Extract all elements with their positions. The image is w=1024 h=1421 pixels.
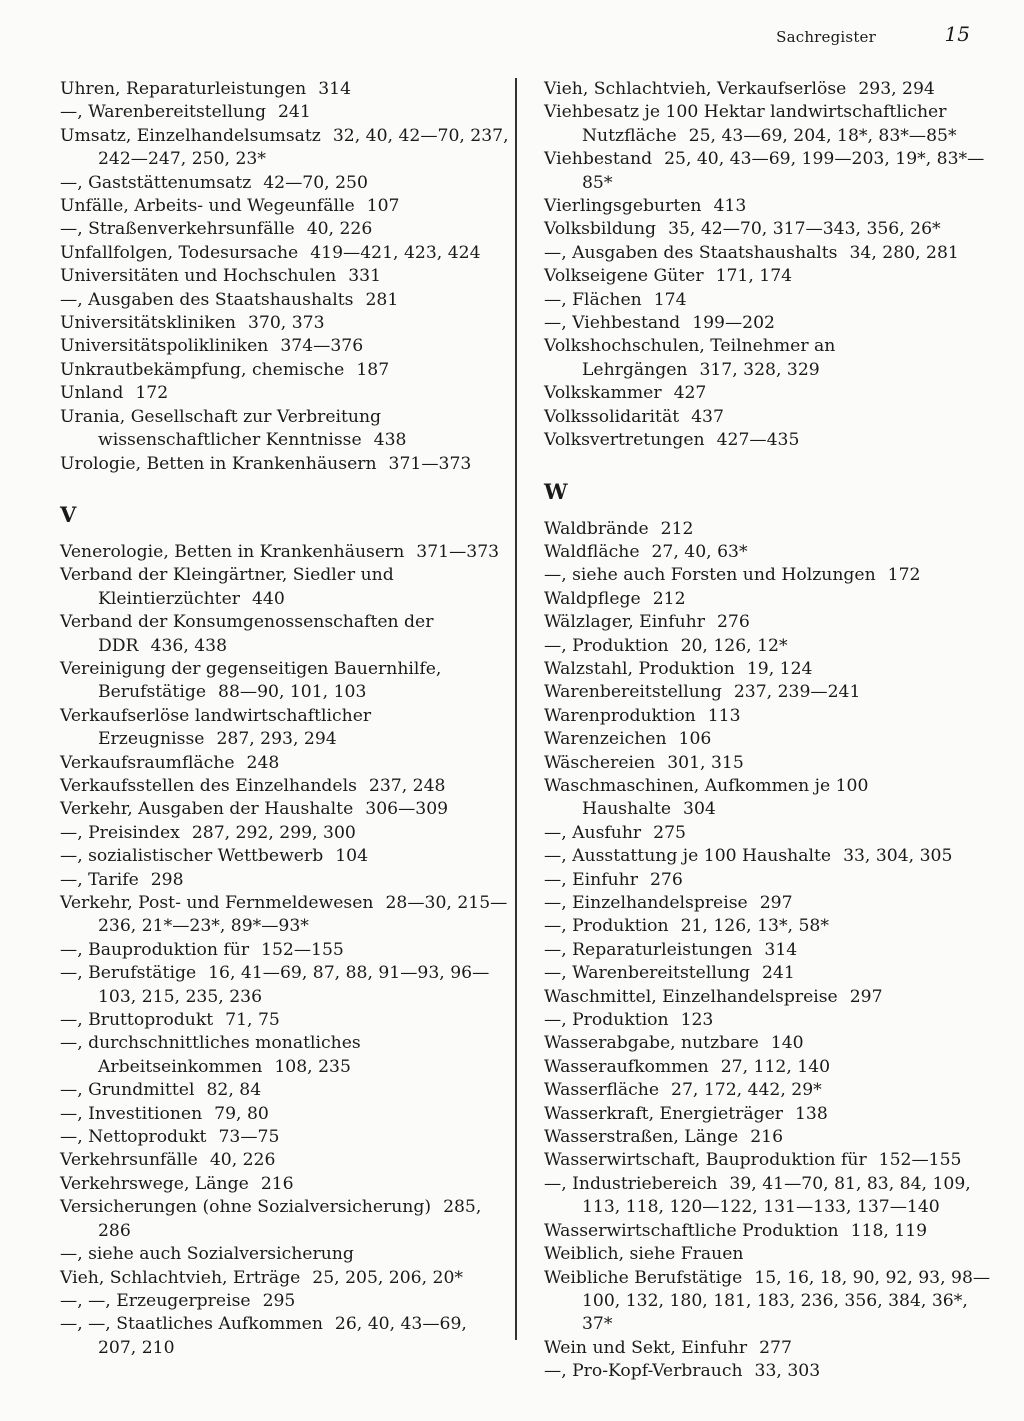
index-page-refs: 106 (678, 729, 712, 750)
index-entry (544, 1220, 994, 1243)
index-entry (60, 406, 510, 453)
index-entry (544, 681, 994, 704)
index-page-refs: 40, 226 (306, 219, 373, 240)
index-entry (60, 752, 510, 775)
index-term: —, Bauproduktion für (60, 939, 250, 960)
page-number: 15 (944, 22, 970, 46)
index-entry (544, 335, 994, 382)
index-page-refs: 88—90, 101, 103 (218, 682, 367, 703)
index-term: Wasserfläche (544, 1080, 660, 1101)
index-entry (60, 962, 510, 1009)
index-term: Wasserabgabe, nutzbare (544, 1033, 759, 1054)
index-entry (544, 1079, 994, 1102)
index-page-refs: 20, 126, 12* (680, 635, 788, 656)
index-page-refs: 331 (348, 266, 382, 287)
index-entry (60, 869, 510, 892)
index-term: —, Ausstattung je 100 Haushalte (544, 846, 832, 867)
index-page-refs: 26, 40, 43—69, 207, 210 (98, 1314, 467, 1358)
index-page-refs: 16, 41—69, 87, 88, 91—93, 96—103, 215, 235, 236 (98, 963, 490, 1007)
index-entry (60, 172, 510, 195)
index-page-refs: 371—373 (388, 453, 472, 474)
index-term: —, Reparaturleistungen (544, 939, 753, 960)
index-term: Warenbereitstellung (544, 682, 722, 703)
index-page-refs: 138 (794, 1103, 828, 1124)
index-entry (544, 429, 994, 452)
index-page-refs: 295 (262, 1290, 296, 1311)
index-entry (544, 1009, 994, 1032)
index-term: Wasserstraßen, Länge (544, 1127, 739, 1148)
index-term: —, Industriebereich (544, 1173, 718, 1194)
index-page-refs: 216 (750, 1127, 784, 1148)
index-term: Urologie, Betten in Krankenhäusern (60, 453, 377, 474)
index-term: Volkshochschulen, Teilnehmer an Lehrgängen (544, 336, 836, 380)
index-page-refs: 33, 304, 305 (843, 846, 953, 867)
index-term: —, Preisindex (60, 822, 180, 843)
index-term: Warenzeichen (544, 729, 667, 750)
index-term: Viehbestand (544, 149, 653, 170)
index-term: Waschmittel, Einzelhandelspreise (544, 986, 838, 1007)
index-page-refs: 118, 119 (850, 1220, 928, 1241)
index-page-refs: 104 (335, 846, 369, 867)
index-entry (60, 1149, 510, 1172)
index-page-refs: 298 (150, 869, 184, 890)
index-term: Volksvertretungen (544, 430, 705, 451)
index-entry (544, 312, 994, 335)
index-page-refs: 113 (707, 705, 741, 726)
index-page-refs: 25, 43—69, 204, 18*, 83*—85* (688, 125, 957, 146)
index-term: Verband der Kleingärtner, Siedler und Kleintierzüchter (60, 565, 394, 609)
index-entry (60, 892, 510, 939)
index-term: Unfallfolgen, Todesursache (60, 242, 299, 263)
index-term: —, Produktion (544, 1010, 669, 1031)
index-entry (60, 101, 510, 124)
index-term: —, Produktion (544, 635, 669, 656)
index-term: Wasserwirtschaftliche Produktion (544, 1220, 839, 1241)
index-term: Vieh, Schlachtvieh, Verkaufserlöse (544, 79, 847, 99)
index-entry (544, 1126, 994, 1149)
index-entry (60, 265, 510, 288)
index-page-refs: 314 (764, 939, 798, 960)
index-block-v-continued (544, 78, 994, 453)
index-term: —, Einzelhandelspreise (544, 893, 748, 913)
index-entry (60, 939, 510, 962)
index-page-refs: 436, 438 (150, 635, 228, 656)
index-term: Verkehrswege, Länge (60, 1173, 249, 1194)
index-page-refs: 27, 40, 63* (651, 541, 748, 562)
index-page-refs: 152—155 (261, 939, 344, 960)
index-term: Volksbildung (544, 219, 657, 240)
index-term: —, Viehbestand (544, 313, 681, 334)
index-entry (544, 986, 994, 1009)
index-entry (544, 705, 994, 728)
index-entry (60, 1196, 510, 1243)
index-term: —, Ausfuhr (544, 822, 642, 843)
index-term: —, Ausgaben des Staatshaushalts (60, 289, 354, 310)
index-term: Venerologie, Betten in Krankenhäusern (60, 541, 405, 562)
index-entry (60, 1126, 510, 1149)
index-entry (60, 312, 510, 335)
index-page-refs: 437 (691, 406, 724, 427)
index-term: Unland (60, 383, 124, 404)
index-term: Universitätskliniken (60, 313, 236, 334)
index-page-refs: 152—155 (878, 1150, 962, 1171)
index-term: Volkskammer (544, 383, 662, 404)
index-page-refs: 199—202 (692, 313, 775, 334)
index-term: Warenproduktion (544, 705, 696, 726)
index-entry (544, 289, 994, 312)
index-entry (544, 382, 994, 405)
index-page-refs: 248 (246, 752, 280, 773)
index-term: Weibliche Berufstätige (544, 1267, 743, 1288)
index-page-refs: 25, 40, 43—69, 199—203, 19*, 83*—85* (582, 149, 985, 193)
index-page-refs: 35, 42—70, 317—343, 356, 26* (668, 219, 941, 240)
index-page-refs: 212 (652, 588, 686, 609)
index-term: —, Flächen (544, 289, 642, 310)
index-entry (60, 1290, 510, 1313)
index-entry (60, 359, 510, 382)
index-entry (544, 822, 994, 845)
index-entry (544, 845, 994, 868)
index-entry (544, 564, 994, 587)
index-term: —, Berufstätige (60, 963, 197, 984)
index-entry (544, 148, 994, 195)
index-term: Verband der Konsumgenossenschaften der DDR (60, 612, 434, 656)
index-term: —, siehe auch Sozialversicherung (60, 1244, 354, 1265)
index-entry (544, 218, 994, 241)
index-term: Wasserkraft, Energieträger (544, 1103, 783, 1124)
index-page-refs: 40, 226 (209, 1150, 276, 1171)
index-entry (60, 453, 510, 476)
index-entry (60, 195, 510, 218)
index-page-refs: 34, 280, 281 (849, 242, 959, 263)
index-entry (60, 218, 510, 241)
index-page-refs: 79, 80 (214, 1103, 269, 1124)
index-page-refs: 297 (759, 893, 793, 913)
index-entry (544, 541, 994, 564)
index-term: —, Nettoprodukt (60, 1127, 207, 1148)
index-entry (60, 822, 510, 845)
index-page-refs: 304 (683, 799, 716, 820)
index-entry (60, 242, 510, 265)
index-page-refs: 42—70, 250 (263, 172, 368, 193)
index-page-refs: 370, 373 (247, 313, 325, 334)
index-term: Verkehrsunfälle (60, 1150, 198, 1171)
index-page-refs: 21, 126, 13*, 58* (680, 916, 829, 937)
index-term: Uhren, Reparaturleistungen (60, 79, 307, 99)
index-page-refs: 314 (318, 79, 352, 99)
index-page-refs: 301, 315 (667, 752, 744, 773)
index-term: Vereinigung der gegenseitigen Bauernhilfe, Berufstätige (60, 658, 442, 703)
index-entry (544, 1173, 994, 1220)
index-term: Waldfläche (544, 541, 640, 562)
index-page-refs: 281 (365, 289, 399, 310)
index-page-refs: 28—30, 215—236, 21*—23*, 89*—93* (98, 893, 508, 937)
index-entry (60, 125, 510, 172)
index-entry (544, 1360, 994, 1383)
index-page-refs: 39, 41—70, 81, 83, 84, 109, 113, 118, 120—122, 131—133, 137—140 (582, 1173, 971, 1218)
index-entry (544, 406, 994, 429)
index-page-refs: 276 (649, 869, 683, 890)
index-page-refs: 371—373 (416, 541, 500, 562)
index-page-refs: 287, 292, 299, 300 (191, 822, 356, 843)
index-page-refs: 123 (680, 1010, 714, 1031)
index-term: Wein und Sekt, Einfuhr (544, 1337, 748, 1358)
index-entry (60, 541, 510, 564)
index-term: Verkaufsstellen des Einzelhandels (60, 775, 357, 796)
index-entry (60, 658, 510, 705)
index-entry (60, 78, 510, 101)
index-entry (544, 588, 994, 611)
index-page-refs: 241 (762, 963, 795, 984)
index-page-refs: 438 (373, 430, 407, 451)
index-term: Waldbrände (544, 518, 649, 539)
index-term: Verkaufserlöse landwirtschaftlicher Erzeugnisse (60, 705, 372, 750)
index-term: —, Warenbereitstellung (544, 963, 750, 984)
index-entry (544, 635, 994, 658)
index-entry (544, 195, 994, 218)
index-term: Weiblich, siehe Frauen (544, 1244, 744, 1265)
index-term: —, Gaststättenumsatz (60, 172, 252, 193)
index-term: Urania, Gesellschaft zur Verbreitung wissenschaftlicher Kenntnisse (60, 406, 382, 451)
letter-heading-v: V (60, 501, 77, 527)
index-term: —, Straßenverkehrsunfälle (60, 219, 295, 240)
index-entry (60, 775, 510, 798)
index-page-refs: 172 (135, 383, 169, 404)
index-page-refs: 187 (356, 359, 390, 380)
index-term: —, siehe auch Forsten und Holzungen (544, 565, 876, 586)
index-term: Umsatz, Einzelhandelsumsatz (60, 125, 321, 146)
index-entry (544, 1149, 994, 1172)
index-term: —, Einfuhr (544, 869, 638, 890)
index-page-refs: 237, 248 (368, 775, 446, 796)
index-page-refs: 241 (278, 102, 311, 123)
index-page-refs: 374—376 (280, 336, 364, 357)
index-entry (60, 289, 510, 312)
index-term: Volkseigene Güter (544, 266, 704, 287)
index-term: Walzstahl, Produktion (544, 658, 735, 679)
index-page-refs: 287, 293, 294 (216, 729, 337, 750)
index-page-refs: 27, 172, 442, 29* (671, 1080, 822, 1101)
index-page-refs: 71, 75 (225, 1010, 280, 1031)
index-entry (60, 705, 510, 752)
index-term: —, Ausgaben des Staatshaushalts (544, 242, 838, 263)
index-page-refs: 413 (713, 196, 747, 217)
index-term: —, Pro-Kopf-Verbrauch (544, 1361, 743, 1382)
index-term: Vierlingsgeburten (544, 196, 702, 217)
index-term: —, Tarife (60, 869, 139, 890)
index-entry (60, 1313, 510, 1360)
index-term: Versicherungen (ohne Sozialversicherung) (60, 1197, 432, 1218)
index-page-refs: 107 (366, 196, 400, 217)
index-term: —, —, Erzeugerpreise (60, 1290, 251, 1311)
index-term: Wasseraufkommen (544, 1056, 709, 1077)
index-page-refs: 297 (849, 986, 883, 1007)
index-page-refs: 293, 294 (858, 79, 935, 99)
index-entry (544, 892, 994, 915)
index-entry (60, 1243, 510, 1266)
index-entry (544, 869, 994, 892)
index-page-refs: 82, 84 (206, 1080, 262, 1101)
right-column (544, 78, 994, 1384)
index-entry (60, 1009, 510, 1032)
index-entry (544, 1103, 994, 1126)
index-page-refs: 440 (251, 588, 285, 609)
index-term: Unfälle, Arbeits- und Wegeunfälle (60, 196, 355, 217)
index-page-refs: 73—75 (218, 1127, 280, 1148)
index-page-refs: 15, 16, 18, 90, 92, 93, 98—100, 132, 180, 181, 183, 236, 356, 384, 36*, 37* (582, 1267, 991, 1335)
index-term: —, Grundmittel (60, 1080, 195, 1101)
index-entry (544, 939, 994, 962)
index-entry (60, 1103, 510, 1126)
index-page-refs: 285, 286 (98, 1197, 482, 1241)
index-term: Viehbesatz je 100 Hektar landwirtschaftlicher Nutzfläche (544, 102, 947, 146)
index-term: Verkehr, Ausgaben der Haushalte (60, 799, 354, 820)
index-entry (544, 962, 994, 985)
index-entry (544, 265, 994, 288)
index-term: Volkssolidarität (544, 406, 680, 427)
index-block-w (544, 518, 994, 1384)
index-entry (544, 1032, 994, 1055)
index-entry (544, 658, 994, 681)
letter-heading-w: W (544, 478, 568, 504)
index-entry (60, 611, 510, 658)
page-header (0, 22, 1024, 52)
index-page-refs: 19, 124 (746, 658, 813, 679)
index-page-refs: 237, 239—241 (733, 682, 861, 703)
index-term: —, Investitionen (60, 1103, 203, 1124)
index-entry (544, 1243, 994, 1266)
index-entry (544, 242, 994, 265)
index-term: —, sozialistischer Wettbewerb (60, 846, 324, 867)
index-term: Universitäten und Hochschulen (60, 266, 337, 287)
index-term: —, Produktion (544, 916, 669, 937)
index-entry (544, 78, 994, 101)
index-page-refs: 275 (653, 822, 686, 843)
index-term: Verkaufsraumfläche (60, 752, 235, 773)
index-page-refs: 277 (759, 1337, 792, 1358)
index-entry (60, 798, 510, 821)
index-block-u (60, 78, 510, 476)
index-term: Unkrautbekämpfung, chemische (60, 359, 345, 380)
index-entry (60, 845, 510, 868)
index-term: —, durchschnittliches monatliches Arbeitseinkommen (60, 1033, 361, 1077)
index-term: Vieh, Schlachtvieh, Erträge (60, 1267, 301, 1288)
index-page-refs: 317, 328, 329 (699, 359, 820, 380)
left-column (60, 78, 510, 1360)
index-entry (544, 101, 994, 148)
index-entry (544, 915, 994, 938)
index-term: —, Warenbereitstellung (60, 102, 266, 123)
index-term: Universitätspolikliniken (60, 336, 269, 357)
index-page-refs: 276 (716, 612, 750, 633)
index-entry (544, 611, 994, 634)
index-page-refs: 419—421, 423, 424 (310, 242, 481, 263)
index-entry (60, 564, 510, 611)
index-entry (60, 335, 510, 358)
index-page-refs: 27, 112, 140 (720, 1056, 831, 1077)
index-page-refs: 174 (653, 289, 687, 310)
index-page-refs: 172 (887, 565, 921, 586)
index-entry (60, 382, 510, 405)
index-entry (544, 1267, 994, 1337)
index-page-refs: 216 (260, 1173, 294, 1194)
index-page-refs: 427—435 (716, 430, 800, 451)
column-divider (515, 78, 517, 1340)
index-entry (544, 518, 994, 541)
index-entry (544, 1056, 994, 1079)
index-entry (544, 752, 994, 775)
index-term: Waschmaschinen, Aufkommen je 100 Haushalte (544, 775, 869, 820)
index-entry (60, 1032, 510, 1079)
index-entry (60, 1079, 510, 1102)
index-term: Wälzlager, Einfuhr (544, 612, 705, 633)
index-term: Verkehr, Post- und Fernmeldewesen (60, 893, 374, 913)
index-page-refs: 306—309 (365, 799, 449, 820)
section-title: Sachregister (776, 28, 876, 46)
index-term: Waldpflege (544, 588, 641, 609)
index-entry (544, 728, 994, 751)
index-block-v (60, 541, 510, 1360)
index-page-refs: 140 (770, 1033, 804, 1054)
index-page-refs: 108, 235 (274, 1056, 351, 1077)
index-entry (60, 1267, 510, 1290)
index-term: Wasserwirtschaft, Bauproduktion für (544, 1150, 867, 1171)
index-entry (60, 1173, 510, 1196)
index-page-refs: 171, 174 (715, 266, 793, 287)
index-page-refs: 25, 205, 206, 20* (312, 1267, 464, 1288)
index-entry (544, 775, 994, 822)
index-term: Wäschereien (544, 752, 656, 773)
index-entry (544, 1337, 994, 1360)
index-page-refs: 212 (660, 518, 694, 539)
index-term: —, —, Staatliches Aufkommen (60, 1314, 323, 1335)
index-term: —, Bruttoprodukt (60, 1010, 214, 1031)
index-page-refs: 32, 40, 42—70, 237, 242—247, 250, 23* (98, 125, 509, 170)
index-page-refs: 427 (673, 383, 707, 404)
index-page-refs: 33, 303 (754, 1361, 821, 1382)
